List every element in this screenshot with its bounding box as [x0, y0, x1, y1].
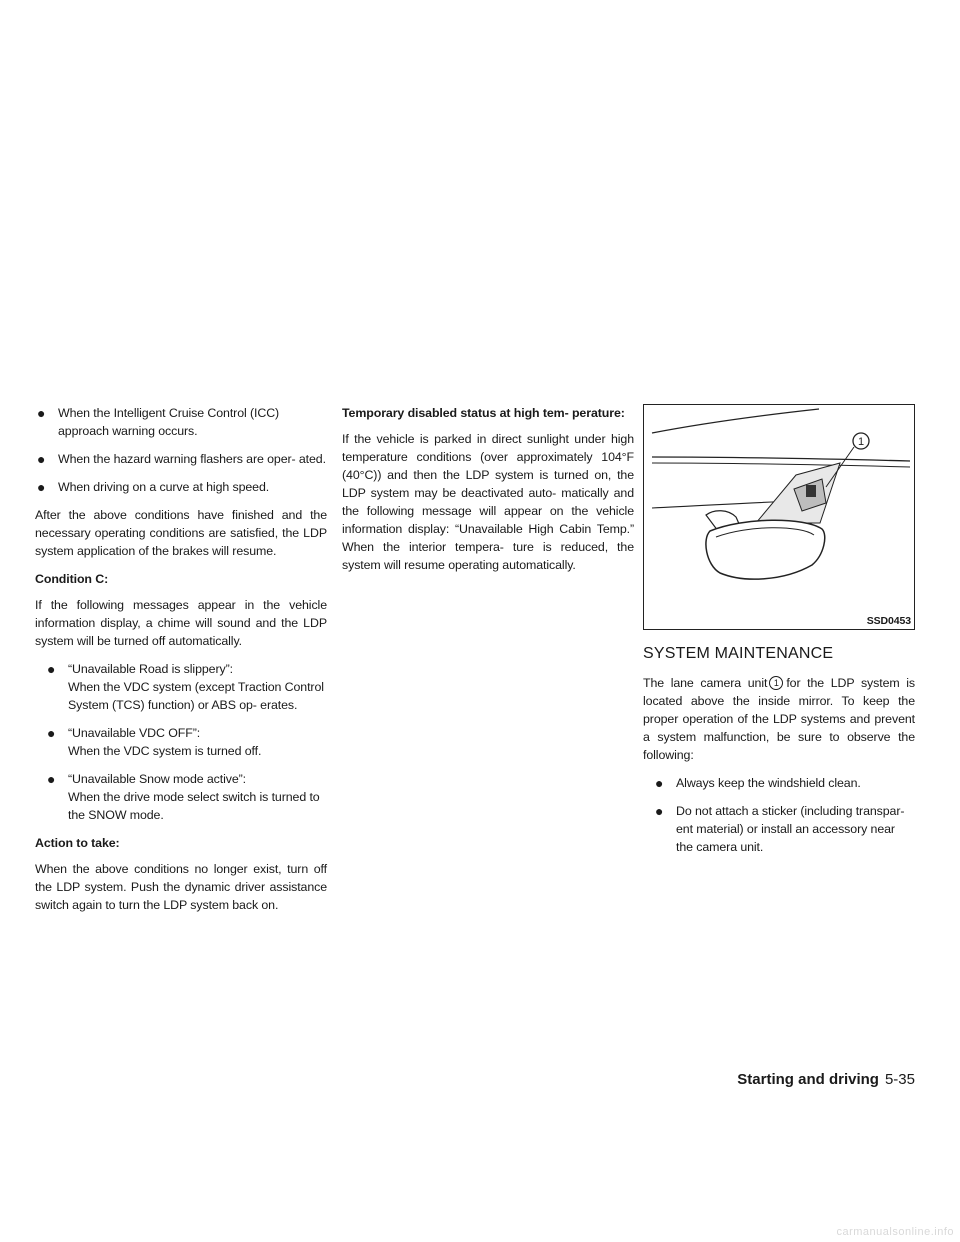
bullet-item: ● When the hazard warning flashers are oper- ated. [37, 451, 326, 467]
section-title: SYSTEM MAINTENANCE [643, 645, 834, 662]
bullet-icon: ● [47, 725, 56, 741]
bullet-icon: ● [47, 661, 56, 677]
figure-id: SSD0453 [866, 615, 911, 627]
watermark: carmanualsonline.info [836, 1226, 954, 1238]
action-heading: Action to take: [35, 836, 120, 850]
paragraph: If the vehicle is parked in direct sunlight under high temperature conditions (over approximately 104°F (40°C)) and then the LDP system is turned on, the LDP system may be deactivated auto- matically and the following message will appear on the vehicle information display: “Unavailable High Cabin Temp.” When the interior tempera- ture is reduced, the system will resume operating automatically. [342, 432, 634, 572]
paragraph: When the above conditions no longer exist, turn off the LDP system. Push the dynamic driver assistance switch again to turn the LDP system back on. [35, 862, 327, 912]
condition-c-heading: Condition C: [35, 572, 109, 586]
bullet-icon: ● [655, 803, 664, 819]
message-item: ● “Unavailable Snow mode active”: When the drive mode select switch is turned to the SNOW mode. [47, 771, 320, 822]
paragraph: The lane camera unit 1 for the LDP system is located above the inside mirror. To keep the proper operation of the LDP systems and prevent a system malfunction, be sure to observe the following: [643, 676, 915, 762]
message-item: ● “Unavailable VDC OFF”: When the VDC system is turned off. [47, 725, 262, 758]
bullet-icon: ● [47, 771, 56, 787]
high-temp-heading: Temporary disabled status at high tem- perature: [342, 406, 625, 420]
column-middle [342, 404, 634, 584]
bullet-item: ● Do not attach a sticker (including transpar- ent material) or install an accessory near the camera unit. [655, 803, 905, 854]
bullet-item: ● When the Intelligent Cruise Control (ICC) approach warning occurs. [37, 405, 280, 438]
bullet-item: ● Always keep the windshield clean. [655, 775, 861, 791]
message-item: ● “Unavailable Road is slippery”: When the VDC system (except Traction Control System (TCS) function) or ABS op- erates. [47, 661, 324, 712]
footer-section: Starting and driving [737, 1071, 879, 1088]
mirror-camera-drawing [644, 405, 914, 629]
page-footer [737, 1070, 915, 1090]
paragraph: After the above conditions have finished and the necessary operating conditions are satisfied, the LDP system application of the brakes will resume. [35, 508, 327, 558]
column-right [643, 404, 915, 866]
bullet-icon: ● [37, 451, 46, 467]
bullet-icon: ● [37, 479, 46, 495]
svg-text:1: 1 [857, 436, 865, 448]
bullet-item: ● When driving on a curve at high speed. [37, 479, 270, 495]
bullet-icon: ● [37, 405, 46, 421]
page-number: 5-35 [884, 1071, 915, 1088]
bullet-icon: ● [655, 775, 664, 791]
camera-illustration [643, 404, 915, 630]
paragraph: If the following messages appear in the vehicle information display, a chime will sound and the LDP system will be turned off automatically. [35, 598, 327, 648]
column-left [35, 404, 327, 924]
callout-number: 1 [769, 676, 783, 690]
